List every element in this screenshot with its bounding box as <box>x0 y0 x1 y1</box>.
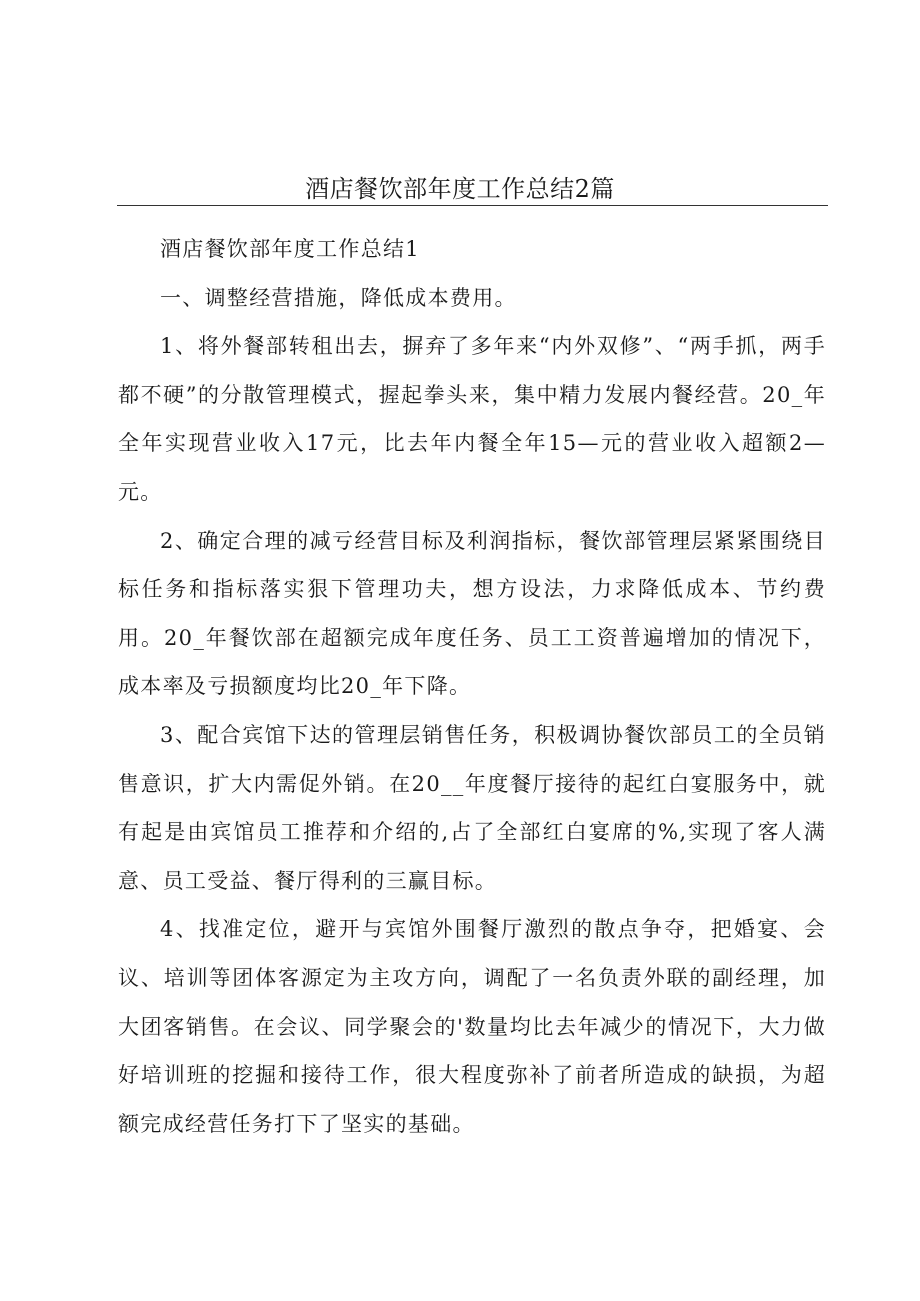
document-title: 酒店餐饮部年度工作总结2篇 <box>305 175 615 203</box>
document-body <box>118 225 826 1148</box>
subsection-heading: 一、调整经营措施，降低成本费用。 <box>160 285 517 310</box>
paragraph-3: 3、配合宾馆下达的管理层销售任务，积极调协餐饮部员工的全员销售意识，扩大内需促外销。在20__年度餐厅接待的起红白宴服务中，就有起是由宾馆员工推荐和介绍的,占了全部红白宴席的%,实现了客人满意、员工受益、餐厅得利的三赢目标。 <box>118 722 826 893</box>
paragraph-1: 1、将外餐部转租出去，摒弃了多年来“内外双修”、“两手抓，两手都不硬”的分散管理模式，握起拳头来，集中精力发展内餐经营。20_年全年实现营业收入17元，比去年内餐全年15—元的营业收入超额2—元。 <box>118 334 826 504</box>
paragraph-4: 4、找准定位，避开与宾馆外围餐厅激烈的散点争夺，把婚宴、会议、培训等团体客源定为主攻方向，调配了一名负责外联的副经理，加大团客销售。在会议、同学聚会的'数量均比去年减少的情况下，大力做好培训班的挖掘和接待工作，很大程度弥补了前者所造成的缺损，为超额完成经营任务打下了坚实的基础。 <box>118 917 826 1136</box>
paragraph-2: 2、确定合理的减亏经营目标及利润指标，餐饮部管理层紧紧围绕目标任务和指标落实狠下管理功夫，想方设法，力求降低成本、节约费用。20_年餐饮部在超额完成年度任务、员工工资普遍增加的情况下，成本率及亏损额度均比20_年下降。 <box>118 528 826 699</box>
section-heading: 酒店餐饮部年度工作总结1 <box>160 237 420 261</box>
title-underline <box>117 205 828 206</box>
